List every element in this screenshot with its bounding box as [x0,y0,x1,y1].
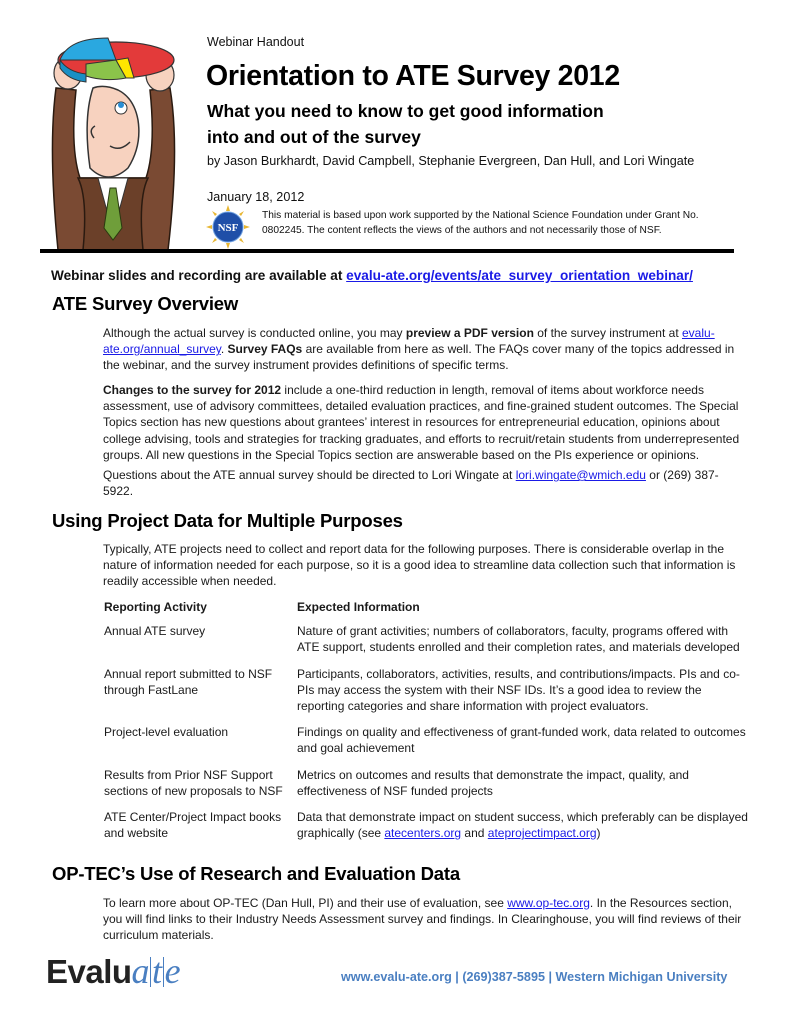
reporting-table [104,599,749,851]
emphasis-changes: Changes to the survey for 2012 [103,383,282,397]
overview-paragraph-3 [103,467,743,499]
header-divider [40,249,734,253]
footer-contact: www.evalu-ate.org | (269)387-5895 | Western Michigan University [341,970,728,984]
logo-a: a [131,951,150,991]
grant-disclaimer: This material is based upon work supported by the National Science Foundation under Grant No. 0802245. The content reflects the views of the authors and not necessarily those of NSF. [262,210,699,236]
text: are available from here as well. The FAQs cover many of the topics addressed in the webinar, and the survey instrument provides definitions of specific terms. [103,342,735,373]
svg-text:NSF: NSF [217,222,239,234]
section-heading-overview: ATE Survey Overview [52,293,239,314]
activity-cell: Project-level evaluation [104,725,229,740]
subtitle-line-2: into and out of the survey [207,127,421,147]
page-title: Orientation to ATE Survey 2012 [206,60,620,92]
evaluate-logo [46,950,180,992]
emphasis-survey-faqs: Survey FAQs [227,342,303,357]
table-row [104,724,749,756]
info-cell: Nature of grant activities; numbers of collaborators, faculty, programs offered with ATE support, students enrolled and their completion rates, and materials developed [297,624,740,655]
subtitle-line-1: What you need to know to get good information [207,101,604,121]
page-subtitle [207,98,707,150]
overview-paragraph-2 [103,382,743,463]
table-row [104,623,749,655]
atecenters-link[interactable]: atecenters.org [384,826,462,841]
table-row [104,666,749,715]
text: of the survey instrument at [533,326,682,340]
text: . [220,342,228,357]
info-cell: Metrics on outcomes and results that demonstrate the impact, quality, and effectiveness of NSF funded projects [297,767,689,798]
annual-survey-link[interactable]: evalu-ate.org/annual_survey [103,326,715,357]
logo-divider [150,957,151,987]
emphasis-preview-pdf: preview a PDF version [405,326,534,340]
info-cell [297,809,749,841]
logo-prefix: Evalu [46,953,132,990]
mascot-illustration [38,28,188,252]
column-header-information: Expected Information [297,600,420,614]
webinar-link[interactable]: evalu-ate.org/events/ate_survey_orientation_webinar/ [346,268,693,283]
text: Data that demonstrate impact on student success, which preferably can be displayed graphically (see [297,810,748,841]
column-header-activity: Reporting Activity [104,600,207,614]
text: To learn more about OP-TEC (Dan Hull, PI) and their use of evaluation, see [103,896,508,910]
overview-paragraph-1 [103,325,743,374]
section-heading-project-data: Using Project Data for Multiple Purposes [52,510,403,531]
info-cell: Participants, collaborators, activities, results, and contributions/impacts. PIs and co-PIs may access the system with their NSF IDs. It’s a good idea to review the reporting categories and share information with project evaluators. [297,666,740,714]
text: include a one-third reduction in length, removal of items about workforce needs assessment, use of advisory committees, detailed evaluation practices, and fine-grained student outcomes. The Special Topics section has new questions about grantees’ interest in resources for entrepreneurial education, opinions about college advising, tools and strategies for tracking graduates, and efforts to recruit/retain students from underrepresented groups. All new questions in the Special Topics section are answerable based on the PIs experience or opinions. [103,383,740,462]
info-cell: Findings on quality and effectiveness of grant-funded work, data related to outcomes and goal achievement [297,725,746,756]
text: . In the Resources section, you will find links to their Industry Needs Assessment survey and findings. In Clearinghouse, you will find reviews of their curriculum materials. [103,896,742,943]
webinar-notice [51,268,693,283]
optec-link[interactable]: www.op-tec.org [507,896,590,910]
text: Although the actual survey is conducted online, you may [103,326,406,340]
handout-kicker: Webinar Handout [207,35,305,49]
author-byline: by Jason Burkhardt, David Campbell, Stephanie Evergreen, Dan Hull, and Lori Wingate [207,154,695,168]
table-row [104,767,749,799]
activity-cell: Results from Prior NSF Support sections of new proposals to NSF [104,767,283,798]
table-row [104,809,749,841]
ateprojectimpact-link[interactable]: ateprojectimpact.org [487,826,597,841]
section-heading-optec: OP-TEC’s Use of Research and Evaluation Data [52,863,460,884]
logo-e: e [164,951,181,991]
nsf-logo-icon [206,205,250,249]
email-link[interactable]: lori.wingate@wmich.edu [515,468,646,482]
activity-cell: ATE Center/Project Impact books and website [104,810,282,841]
text: and [461,826,488,841]
publication-date: January 18, 2012 [207,190,305,204]
text: Questions about the ATE annual survey should be directed to Lori Wingate at [103,468,516,482]
logo-t: t [152,951,162,991]
text: ) [596,826,601,841]
optec-paragraph [103,895,743,944]
webinar-notice-text: Webinar slides and recording are available at [51,268,347,283]
activity-cell: Annual ATE survey [104,624,206,639]
project-data-intro: Typically, ATE projects need to collect and report data for the following purposes. There is considerable overlap in the nature of information needed for each purpose, so it is a good idea to streamline data collection such that information is readily accessible when needed. [103,542,736,589]
table-header-row [104,599,749,615]
activity-cell: Annual report submitted to NSF through FastLane [104,666,273,697]
logo-divider [163,957,164,987]
text: or (269) 387-5922. [103,468,719,499]
